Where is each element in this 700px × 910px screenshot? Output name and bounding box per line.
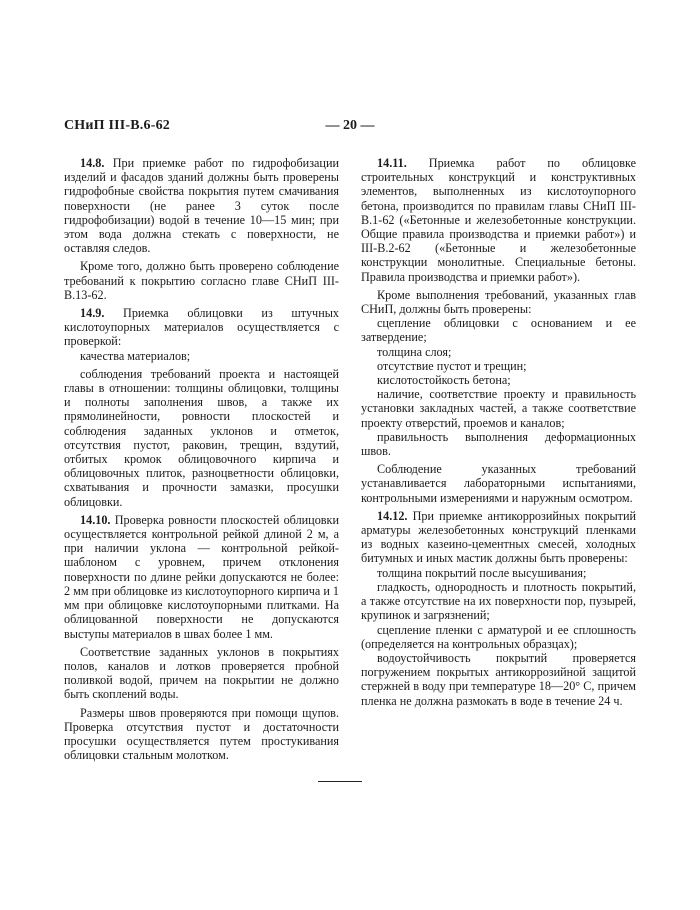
list-item [361,345,636,359]
paragraph [64,645,339,702]
paragraph-text: сцепление пленки с арматурой и ее сплошность (определяется на контрольных образцах); [361,622,636,651]
clause-number: 14.8. [80,156,105,170]
list-item [361,566,636,580]
left-column [64,156,339,766]
clause-number: 14.12. [377,508,408,523]
paragraph-text: Кроме того, должно быть проверено соблюдение требований к покрытию согласно главе СНиП III-В.13-62. [64,259,339,302]
paragraph-14-9 [64,306,339,349]
paragraph [64,259,339,302]
paragraph-text: водоустойчивость покрытий проверяется погружением покрытых антикоррозийной защитой стержней в воду при температуре 18—20° С, причем пленка не должна размокать в воде в течение 24 ч. [361,650,636,708]
list-item [361,316,636,344]
page-header [64,118,636,140]
paragraph-text: наличие, соответствие проекту и правильность установки закладных частей, а также соответствие проекту отверстий, проемов и каналов; [361,387,636,430]
paragraph-text: кислотостойкость бетона; [377,373,511,388]
paragraph-text: толщина слоя; [377,344,452,359]
clause-number: 14.10. [80,512,111,527]
list-item [361,359,636,373]
paragraph [64,706,339,763]
list-item [361,580,636,623]
right-column [361,156,636,712]
list-item [361,430,636,458]
paragraph-text: Соблюдение указанных требований устанавливается лабораторными испытаниями, контрольными измерениями и наружным осмотром. [361,462,636,505]
paragraph-text: соблюдения требований проекта и настоящей главы в отношении: толщины облицовки, толщины и полноты заполнения швов, а также их прямолинейности, ровности плоскостей и соблюдения заданных уклонов и отметок, отсутствия пустот, раковин, трещин, вздутий, отбитых кромок облицовочного кирпича и облицовочных плиток, разноцветности облицовки, схватывания и прочности замазки, просушки облицовки. [64,366,339,509]
paragraph [361,288,636,316]
paragraph-text: При приемке работ по гидрофобизации изделий и фасадов зданий должны быть проверены гидрофобные свойства покрытия путем смачивания поверхности (не ранее 3 суток после гидрофобизации) водой в течение 10—15 мин; при этом вода должна стекать с поверхности, не оставляя следов. [64,156,339,256]
paragraph-text: Приемка работ по облицовке строительных конструкций и конструктивных элементов, выполненных из кислотоупорного бетона, производится по правилам главы СНиП III-В.1-62 («Бетонные и железобетонные конструкции. Общие правила производства и приемки работ») и III-В.2-62 («Бетонные и железобетонные конструкции монолитные. Специальные бетоны. Правила производства и приемки работ»). [361,156,636,284]
footer-divider [318,781,362,782]
paragraph-text: Размеры швов проверяются при помощи щупов. Проверка отсутствия пустот и достаточности просушки осуществляется путем простукивания облицовки стальным молотком. [64,705,339,763]
paragraph-14-11 [361,156,636,284]
paragraph-text: качества материалов; [80,348,191,363]
paragraph-text: гладкость, однородность и плотность покрытий, а также отсутствие на их поверхности пор, пузырей, крупинок и загрязнений; [361,579,636,623]
paragraph-text: Кроме выполнения требований, указанных глав СНиП, должны быть проверены: [361,287,636,317]
paragraph-text: толщина покрытий после высушивания; [377,565,587,580]
paragraph-14-10 [64,513,339,641]
paragraph-text: Проверка ровности плоскостей облицовки осуществляется контрольной рейкой длиной 2 м, а при наличии уклона — контрольной рейкой-шаблоном с уровнем, причем отклонения поверхности по длине рейки допускаются не более: 2 мм при облицовке из кислотоупорного кирпича и 1 мм при облицовке кислотоупорными плитками. На облицованной поверхности не допускаются выступы материалов в швах более 1 мм. [64,512,339,641]
list-item [361,623,636,651]
page-number: — 20 — [325,118,375,133]
list-item [64,349,339,363]
list-item [361,387,636,430]
paragraph-text: При приемке антикоррозийных покрытий арматуры железобетонных конструкций пленками из водных казеино-цементных смесей, холодных битумных и иных мастик должны быть проверены: [361,508,636,566]
paragraph-text: сцепление облицовки с основанием и ее затвердение; [361,316,636,345]
clause-number: 14.9. [80,306,105,321]
paragraph-14-12 [361,509,636,566]
paragraph [64,367,339,509]
list-item [361,651,636,708]
paragraph-text: Соответствие заданных уклонов в покрытиях полов, каналов и лотков проверяется пробной поливкой водой, причем на покрытии не должно быть скоплений воды. [64,644,339,702]
paragraph-text: отсутствие пустот и трещин; [377,358,527,373]
paragraph-14-8 [64,156,339,255]
paragraph-text: Приемка облицовки из штучных кислотоупорных материалов осуществляется с проверкой: [64,306,339,349]
paragraph [361,462,636,505]
document-code: СНиП III-В.6-62 [64,118,170,133]
list-item [361,373,636,387]
clause-number: 14.11. [377,156,407,170]
paragraph-text: правильность выполнения деформационных швов. [361,429,636,459]
